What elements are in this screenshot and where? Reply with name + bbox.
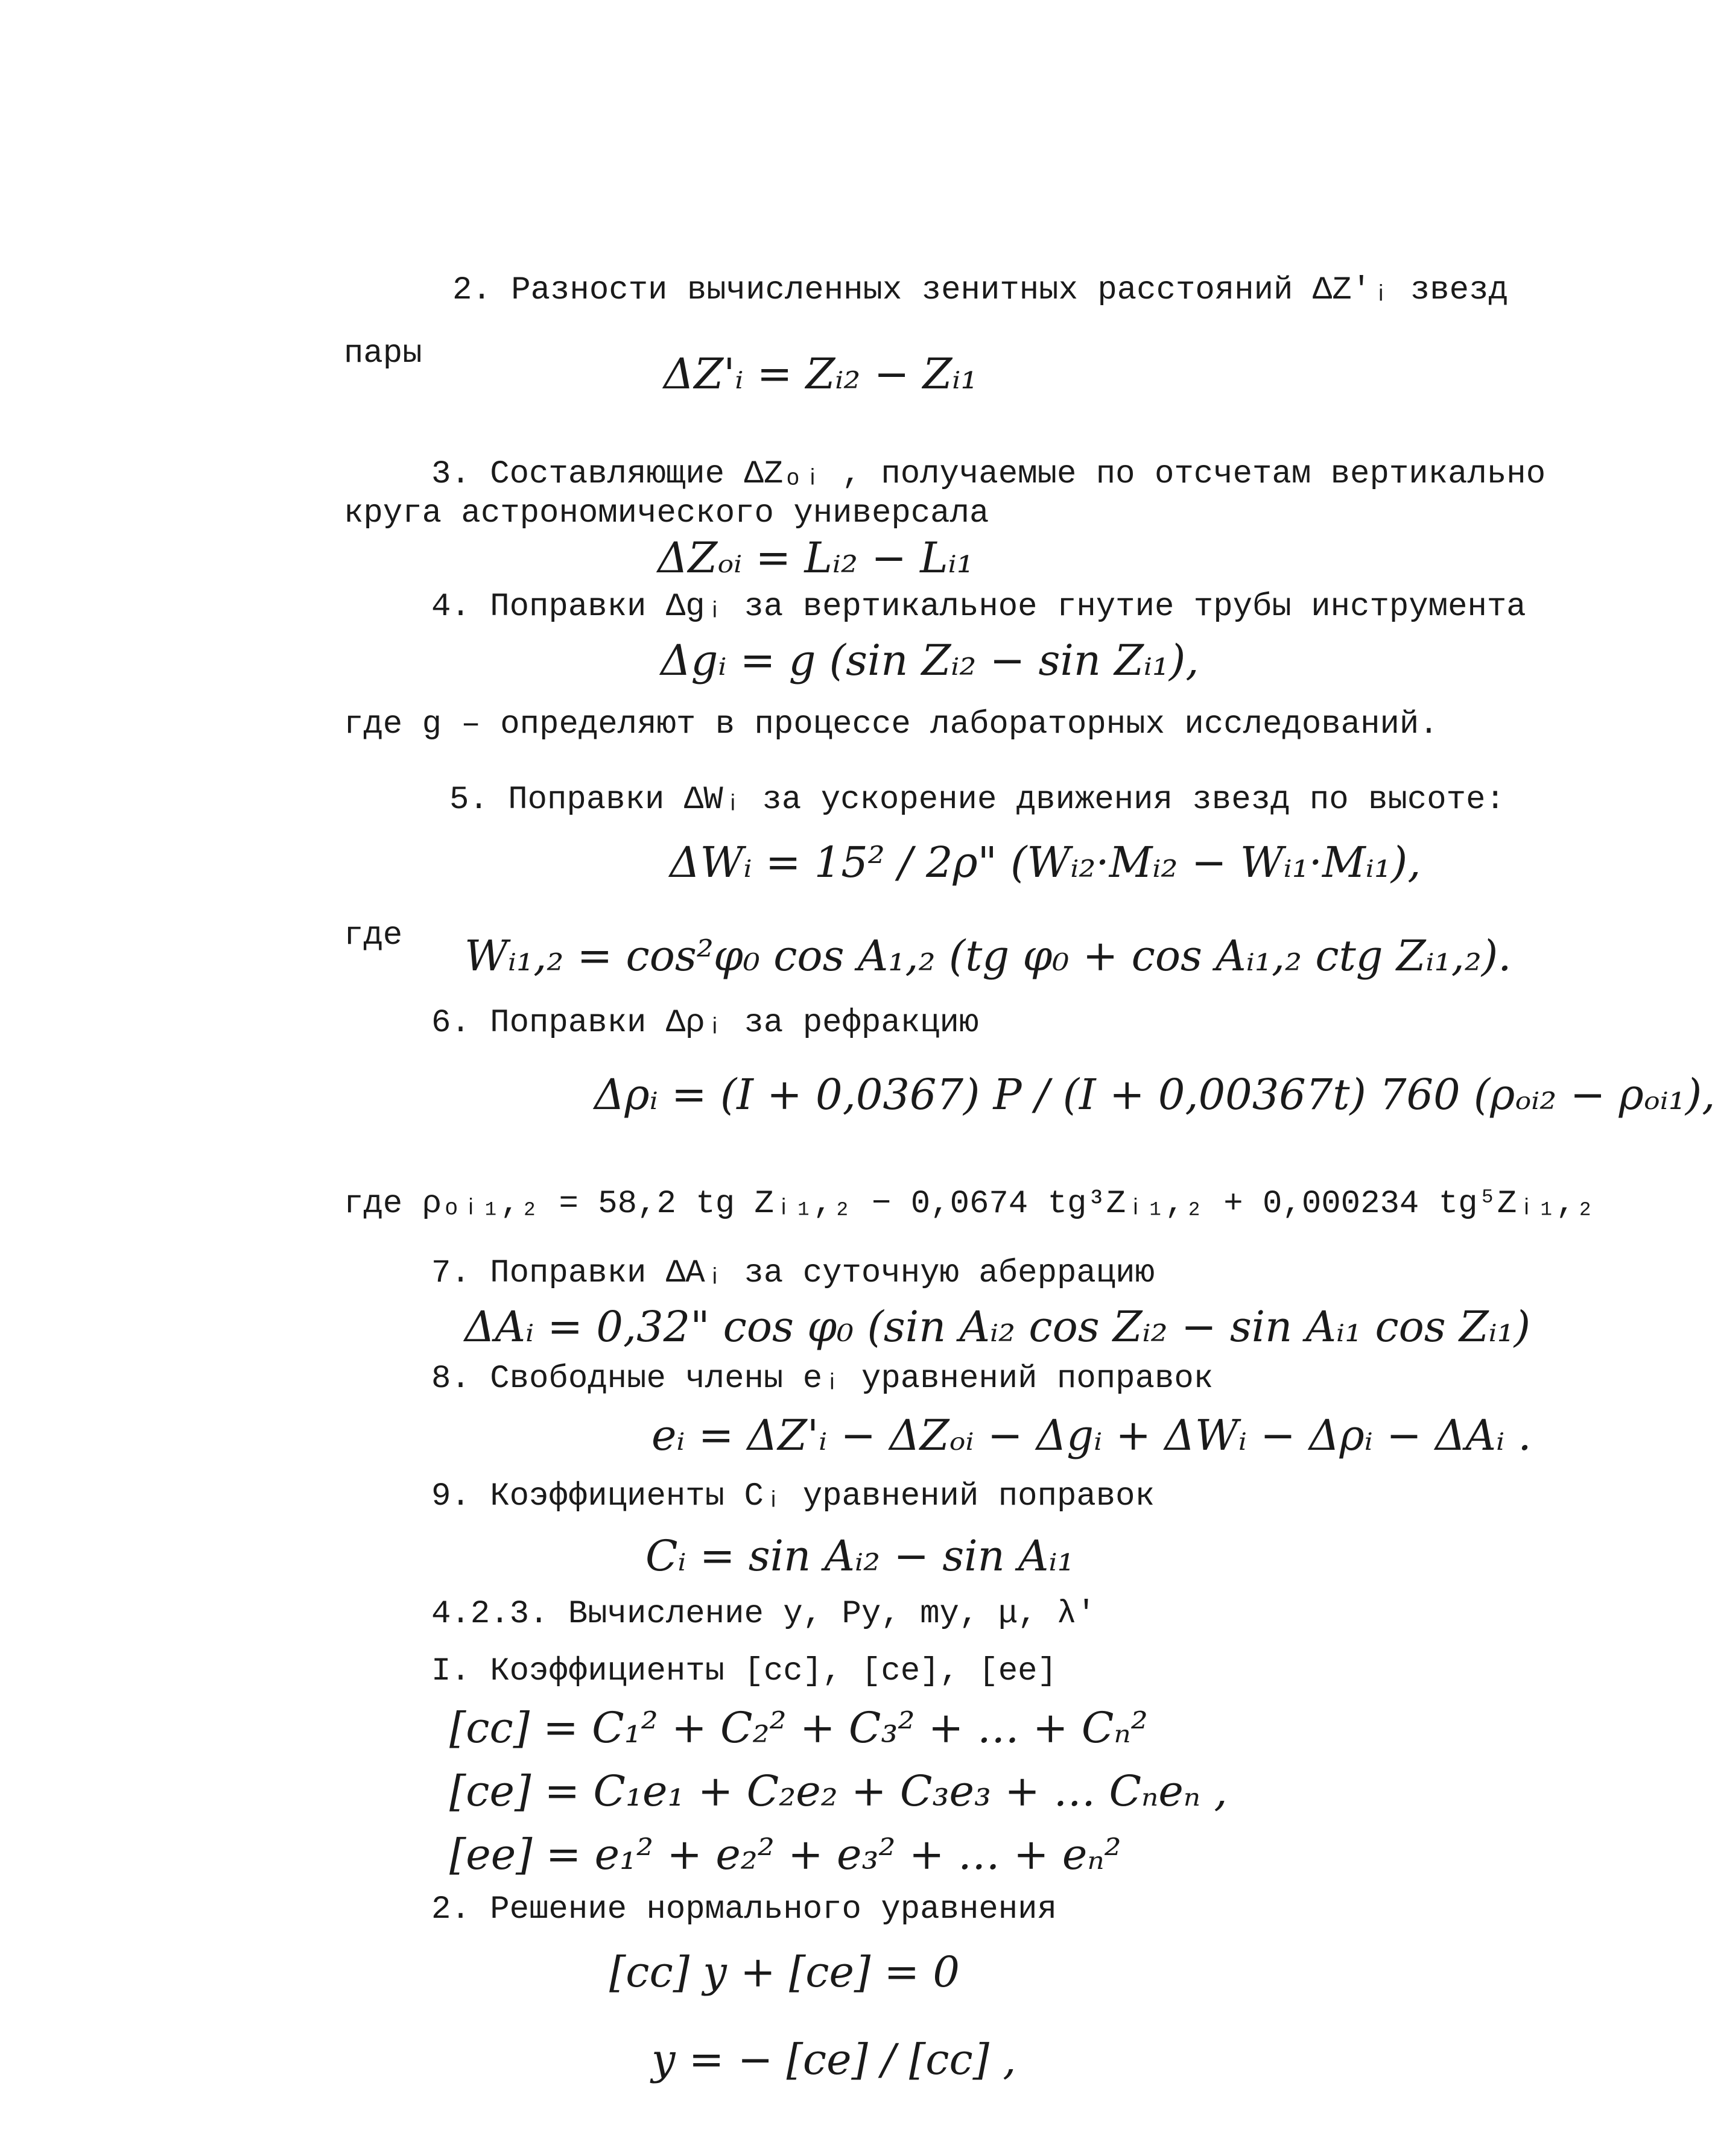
formula-y-solution: y = − [ce] / [cc] , (651, 2035, 1016, 2084)
item-5-where-label: где (344, 917, 403, 954)
formula-cc: [cc] = C₁² + C₂² + C₃² + … + Cₙ² (449, 1703, 1148, 1753)
formula-delta-a: ΔAᵢ = 0,32" cos φ₀ (sin Aᵢ₂ cos Zᵢ₂ − sin Aᵢ₁ cos Zᵢ₁) (464, 1302, 1531, 1351)
formula-c-i: Cᵢ = sin Aᵢ₂ − sin Aᵢ₁ (645, 1531, 1074, 1581)
item-3-text: 3. Составляющие ΔZₒᵢ , получаемые по отсчетам вертикально (431, 456, 1546, 493)
section-4-2-3-heading: 4.2.3. Вычисление y, Py, my, μ, λ' (431, 1596, 1096, 1633)
item-4-text: 4. Поправки Δgᵢ за вертикальное гнутие трубы инструмента (431, 589, 1526, 625)
item-8-text: 8. Свободные члены eᵢ уравнений поправок (431, 1361, 1214, 1397)
section-item-2-text: 2. Решение нормального уравнения (431, 1891, 1057, 1928)
formula-w-i12: Wᵢ₁,₂ = cos²φ₀ cos A₁,₂ (tg φ₀ + cos Aᵢ₁,₂ ctg Zᵢ₁,₂). (464, 931, 1512, 981)
formula-e-i: eᵢ = ΔZ'ᵢ − ΔZₒᵢ − Δgᵢ + ΔWᵢ − Δρᵢ − ΔAᵢ . (651, 1411, 1532, 1460)
item-7-text: 7. Поправки ΔAᵢ за суточную аберрацию (431, 1255, 1155, 1292)
item-2-continuation: пары (344, 335, 422, 372)
item-4-where: где g – определяют в процессе лабораторных исследований. (344, 706, 1439, 743)
formula-ee: [ee] = e₁² + e₂² + e₃² + … + eₙ² (449, 1830, 1121, 1879)
formula-delta-z-prime: ΔZ'ᵢ = Zᵢ₂ − Zᵢ₁ (664, 349, 978, 399)
formula-delta-w: ΔWᵢ = 15² / 2ρ" (Wᵢ₂·Mᵢ₂ − Wᵢ₁·Mᵢ₁), (670, 838, 1421, 887)
formula-delta-g: Δgᵢ = g (sin Zᵢ₂ − sin Zᵢ₁), (661, 636, 1199, 685)
formula-delta-rho: Δρᵢ = (I + 0,0367) P / (I + 0,00367t) 760 (ρₒᵢ₂ − ρₒᵢ₁), (594, 1070, 1715, 1119)
formula-ce: [ce] = C₁e₁ + C₂e₂ + C₃e₃ + … Cₙeₙ , (449, 1766, 1228, 1816)
item-5-text: 5. Поправки ΔWᵢ за ускорение движения звезд по высоте: (449, 782, 1505, 818)
item-6-where: где ρₒᵢ₁,₂ = 58,2 tg Zᵢ₁,₂ − 0,0674 tg³Zᵢ₁,₂ + 0,000234 tg⁵Zᵢ₁,₂ (344, 1186, 1595, 1222)
item-9-text: 9. Коэффициенты Cᵢ уравнений поправок (431, 1478, 1155, 1515)
item-6-text: 6. Поправки Δρᵢ за рефракцию (431, 1005, 979, 1042)
item-3-continuation: круга астрономического универсала (344, 495, 989, 532)
item-2-text: 2. Разности вычисленных зенитных расстояний ΔZ'ᵢ звезд (452, 272, 1508, 309)
section-item-1-text: I. Коэффициенты [cc], [ce], [ee] (431, 1653, 1057, 1690)
formula-delta-z-oi: ΔZₒᵢ = Lᵢ₂ − Lᵢ₁ (658, 533, 974, 583)
formula-normal-equation: [cc] y + [ce] = 0 (609, 1947, 960, 1997)
